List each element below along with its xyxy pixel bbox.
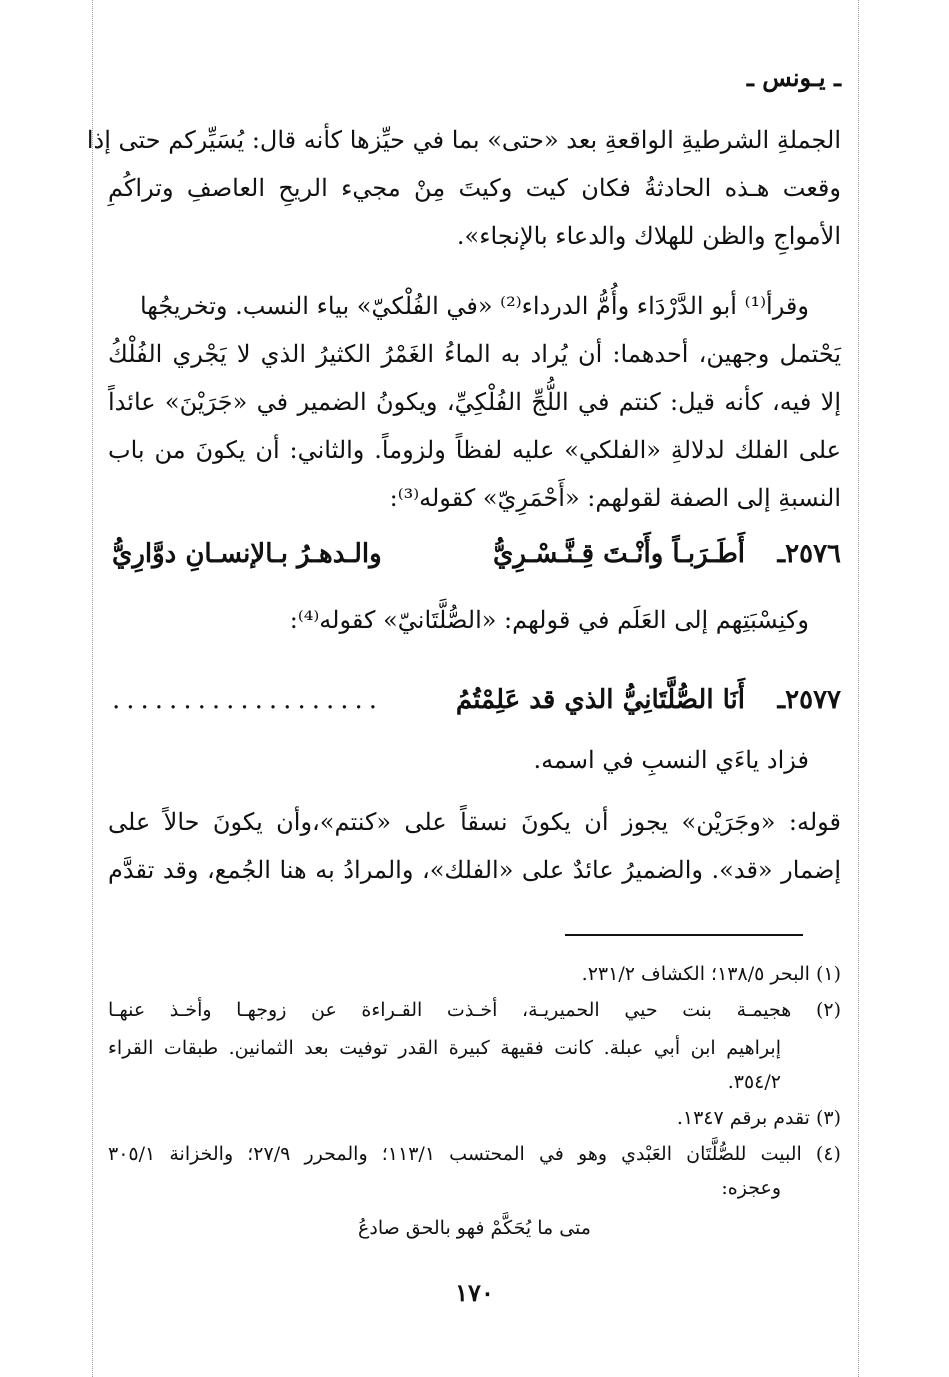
footnote-2: (٢) هجيمـة بنت حيي الحميريـة، أخـذت القـراءة عن زوجهـا وأخـذ عنهـا bbox=[108, 999, 841, 1021]
body-line: فزاد ياءَي النسبِ في اسمه. bbox=[533, 746, 809, 774]
body-line: يَحْتمل وجهين، أحدهما: أن يُراد به الماءُ الغَمْرُ الكثيرُ الذي لا يَجْري الفُلْكُ bbox=[108, 340, 841, 368]
verse-2577 bbox=[108, 684, 841, 716]
body-line: إضمار «قد». والضميرُ عائدٌ على «الفلك»، والمرادُ به هنا الجُمع، وقد تقدَّم bbox=[108, 856, 841, 884]
running-header: ـ يـونس ـ bbox=[746, 63, 841, 92]
body-line: النسبةِ إلى الصفة لقولهم: «أَحْمَرِيّ» كقوله⁽³⁾: bbox=[389, 484, 841, 512]
verse-first-hemistich: أَنَا الصُّلَّتَانِيُّ الذي قد عَلِمْتُمُ bbox=[455, 685, 745, 715]
scan-margin-line-left bbox=[92, 0, 93, 1377]
footnote-separator bbox=[565, 934, 803, 936]
body-line: إلا فيه، كأنه قيل: كنتم في اللُّجِّ الفُلْكِيِّ، ويكونُ الضمير في «جَرَيْنَ» عائداً bbox=[108, 388, 841, 416]
verse-second-hemistich: والـدهـرُ بـالإنسـانِ دوَّارِيُّ bbox=[112, 539, 382, 569]
footnote-2-cont: إبراهيم ابن أبي عبلة. كانت فقيهة كبيرة القدر توفيت بعد الثمانين. طبقات القراء bbox=[108, 1037, 781, 1059]
scan-margin-line-right bbox=[858, 0, 859, 1377]
footnote-1: (١) البحر ١٣٨/٥؛ الكشاف ٢٣١/٢. bbox=[581, 963, 841, 985]
body-line: وكنِسْبَتِهم إلى العَلَم في قولهم: «الصُّلَّتَانيّ» كقوله⁽⁴⁾: bbox=[289, 606, 809, 634]
verse-number: ٢٥٧٦ـ bbox=[777, 539, 841, 569]
body-line: الجملةِ الشرطيةِ الواقعةِ بعد «حتى» بما في حيِّزها كأنه قال: يُسَيِّركم حتى إذا bbox=[86, 126, 841, 154]
page-number: ١٧٠ bbox=[455, 1278, 494, 1307]
footnote-2-cont: ٣٥٤/٢. bbox=[727, 1071, 781, 1093]
body-line: الأمواجِ والظن للهلاك والدعاء بالإنجاء». bbox=[456, 222, 841, 250]
footnote-4: (٤) البيت للصُّلَّتَان العَبْدي وهو في المحتسب ١١٣/١؛ والمحرر ٢٧/٩؛ والخزانة ٣٠٥/١ bbox=[108, 1143, 841, 1165]
footnote-4-verse: متى ما يُحَكَّمْ فهو بالحق صادعُ bbox=[358, 1217, 591, 1239]
body-line: قوله: «وجَرَيْن» يجوز أن يكونَ نسقاً على «كنتم»،وأن يكونَ حالاً على bbox=[108, 808, 841, 836]
footnote-3: (٣) تقدم برقم ١٣٤٧. bbox=[676, 1107, 841, 1129]
body-line: وقرأ⁽¹⁾ أبو الدَّرْدَاء وأُمُّ الدرداء⁽²⁾ «في الفُلْكيّ» بياء النسب. وتخريجُها bbox=[139, 292, 809, 320]
verse-number: ٢٥٧٧ـ bbox=[777, 685, 841, 715]
body-line: وقعت هـذه الحادثةُ فكان كيت وكيتَ مِنْ مجيء الريحِ العاصفِ وتراكُمِ bbox=[108, 174, 841, 202]
verse-2576 bbox=[108, 538, 841, 570]
footnote-4-cont: وعجزه: bbox=[721, 1177, 781, 1199]
verse-first-hemistich: أَطَـرَبـاً وأَنْـتَ قِـنَّـسْـرِيُّ bbox=[493, 539, 745, 569]
verse-ellipsis: ................... bbox=[112, 685, 384, 715]
body-line: على الفلك لدلالةِ «الفلكي» عليه لفظاً ولزوماً. والثاني: أن يكونَ من باب bbox=[108, 436, 841, 464]
